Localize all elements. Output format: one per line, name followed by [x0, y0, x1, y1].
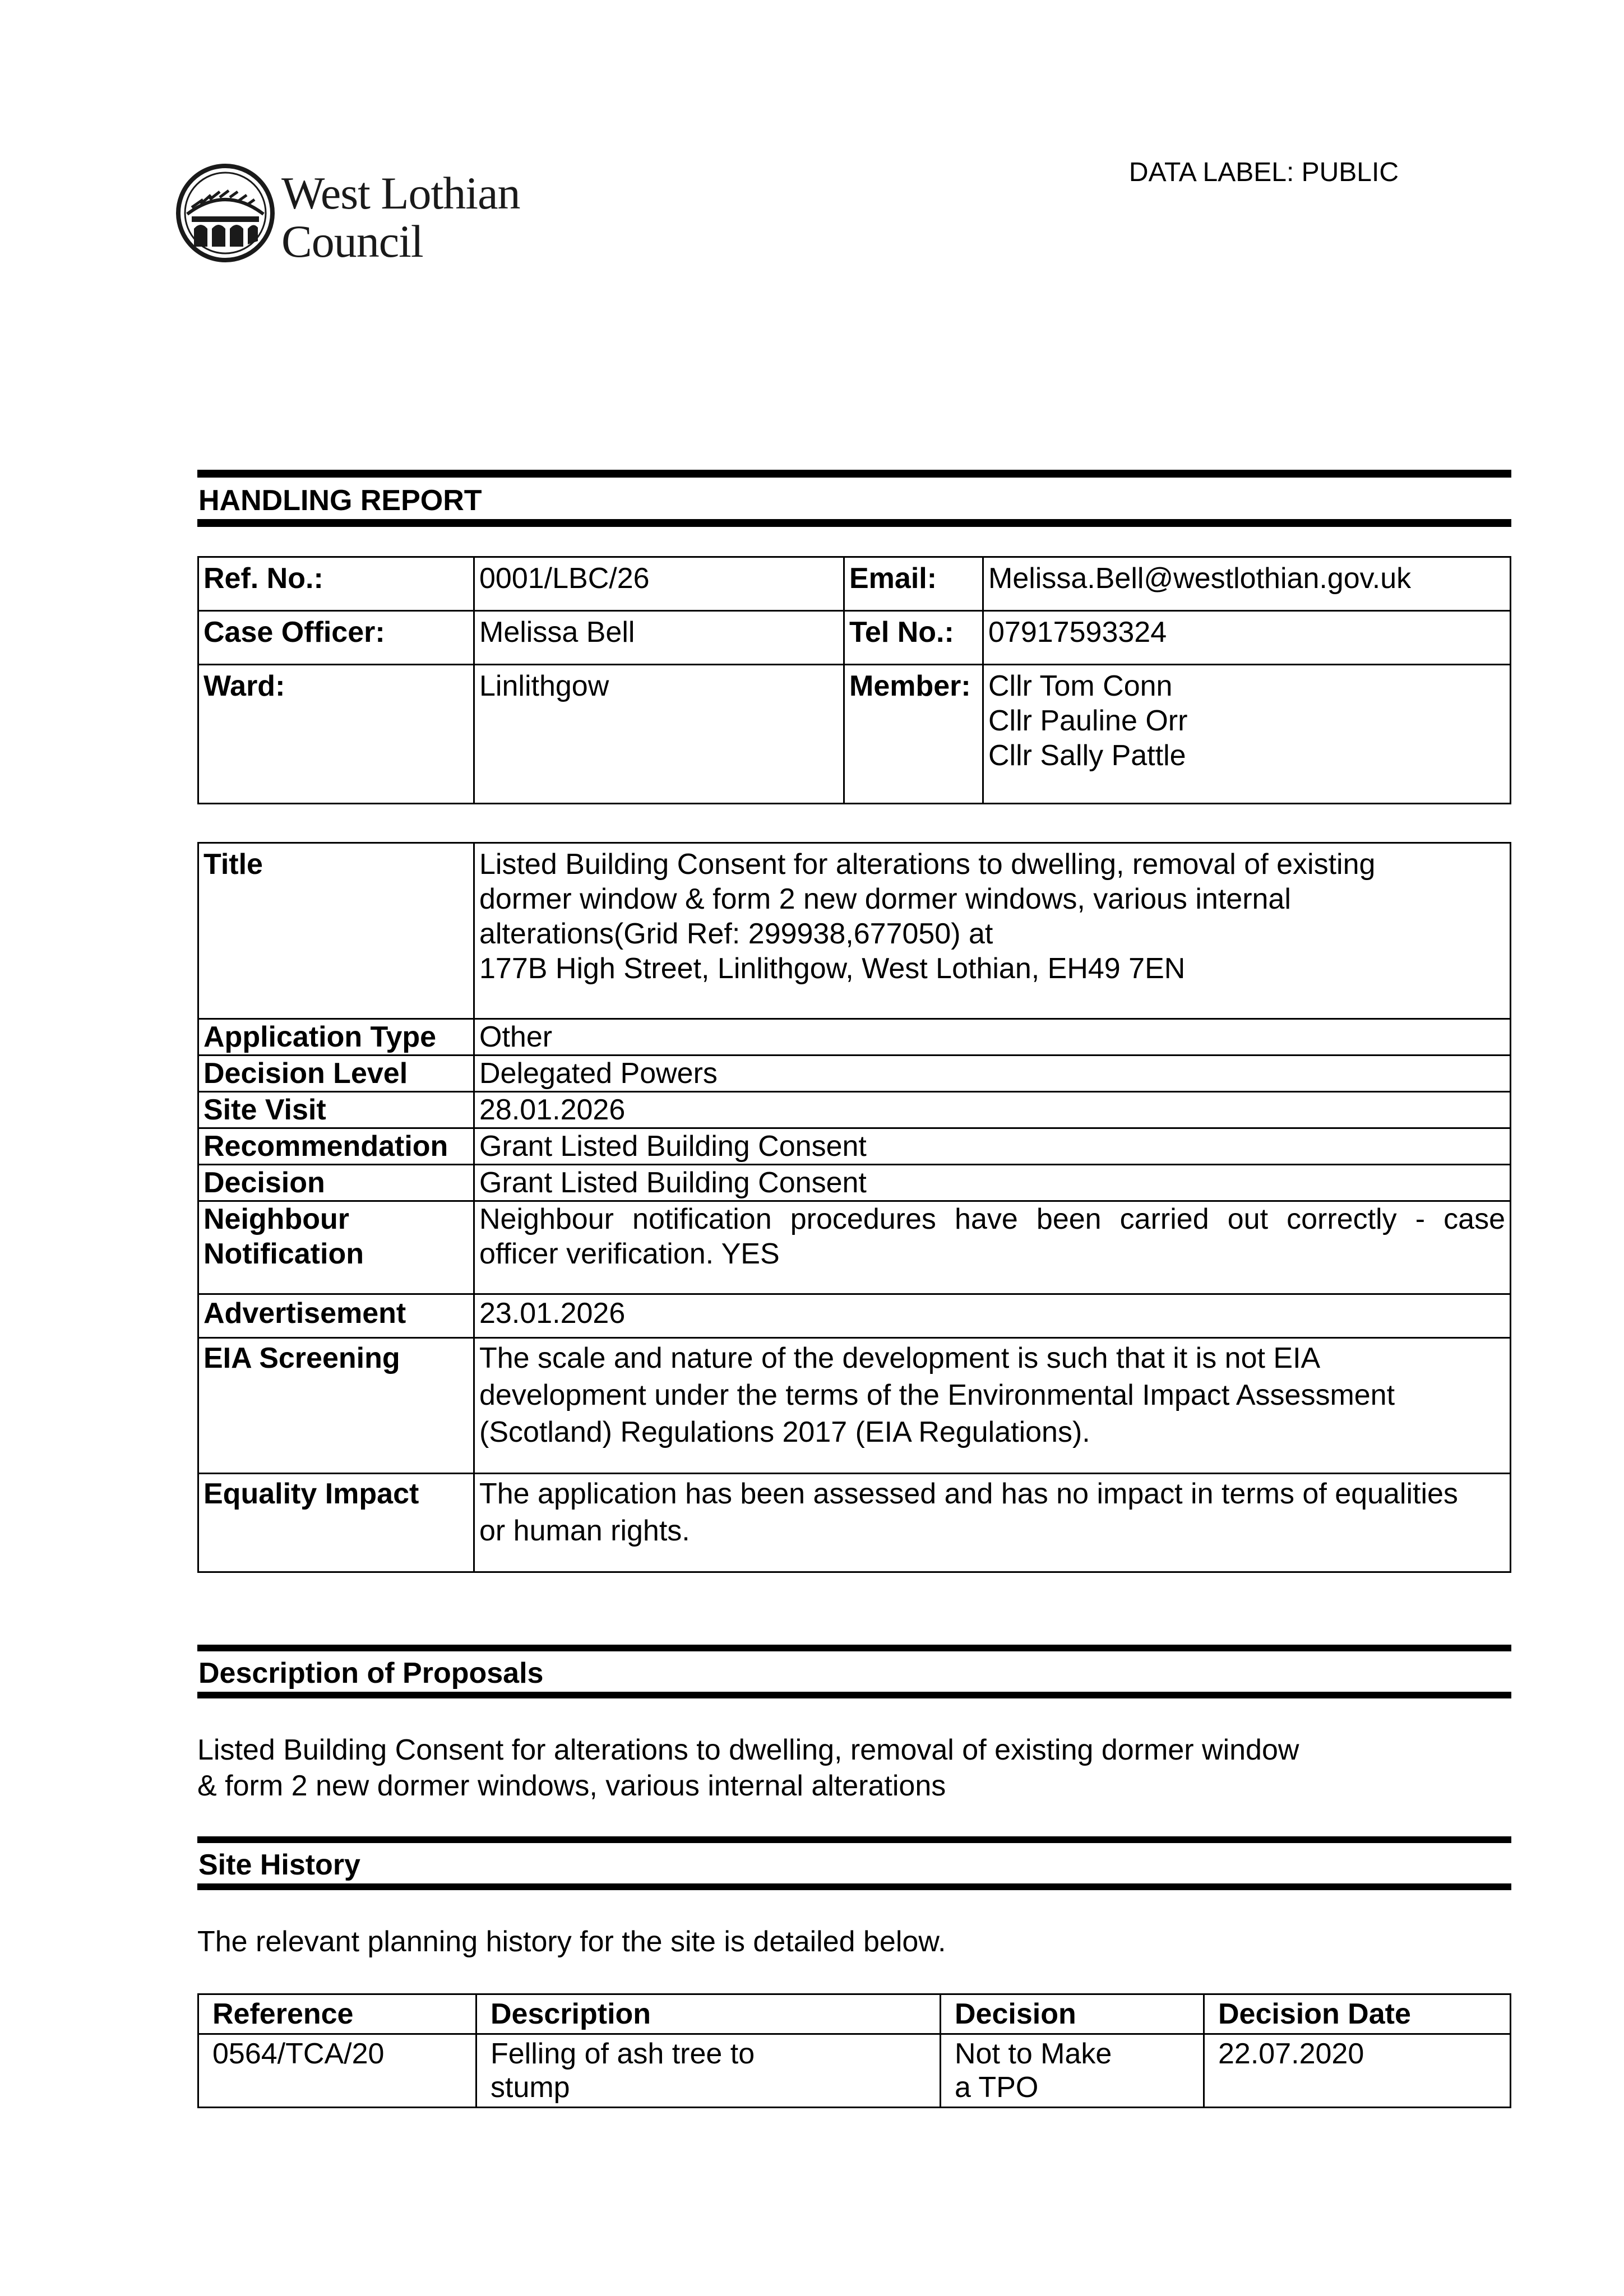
eia-line: The scale and nature of the development is such that it is not EIA: [479, 1342, 1321, 1374]
logo-line-1: West Lothian: [281, 168, 520, 219]
report-heading: [197, 470, 1511, 527]
title-value: [474, 843, 1511, 1019]
advert-label: Advertisement: [198, 1294, 474, 1338]
column-header: Decision: [941, 1994, 1204, 2034]
email-value: Melissa.Bell@westlothian.gov.uk: [983, 557, 1511, 611]
decision-level-label: Decision Level: [198, 1056, 474, 1092]
proposals-line: Listed Building Consent for alterations to dwelling, removal of existing dormer window: [197, 1734, 1299, 1766]
history-date: 22.07.2020: [1204, 2034, 1511, 2108]
member-label: Member:: [844, 665, 983, 804]
title-label: Title: [198, 843, 474, 1019]
divider: [197, 1883, 1511, 1890]
site-visit-value: 28.01.2026: [474, 1092, 1511, 1128]
equality-line: The application has been assessed and has no impact in terms of equalities: [479, 1478, 1458, 1510]
title-line: dormer window & form 2 new dormer windows, various internal: [479, 883, 1291, 915]
table-row: [198, 2034, 1511, 2108]
advert-value: 23.01.2026: [474, 1294, 1511, 1338]
history-title: Site History: [198, 1849, 360, 1881]
officer-label: Case Officer:: [198, 611, 474, 665]
member-list: [983, 665, 1511, 804]
history-intro: The relevant planning history for the site is detailed below.: [197, 1925, 946, 1958]
column-header: Reference: [198, 1994, 476, 2034]
title-line: 177B High Street, Linlithgow, West Lothian, EH49 7EN: [479, 952, 1186, 985]
eia-value: [474, 1338, 1511, 1474]
equality-line: or human rights.: [479, 1515, 690, 1547]
eia-line: development under the terms of the Environmental Impact Assessment: [479, 1379, 1395, 1411]
column-header: Decision Date: [1204, 1994, 1511, 2034]
app-type-value: Other: [474, 1019, 1511, 1056]
eia-label: EIA Screening: [198, 1338, 474, 1474]
report-title: HANDLING REPORT: [198, 484, 482, 517]
data-label: DATA LABEL: PUBLIC: [1128, 158, 1399, 187]
council-logo: [175, 161, 556, 268]
neighbour-label-line: Neighbour: [203, 1203, 349, 1235]
history-description: [476, 2034, 941, 2108]
history-description-line: Felling of ash tree to: [491, 2038, 755, 2070]
neighbour-line: officer verification. YES: [479, 1238, 780, 1270]
divider: [197, 470, 1511, 478]
member-name: Cllr Sally Pattle: [988, 739, 1186, 772]
app-type-label: Application Type: [198, 1019, 474, 1056]
officer-value: Melissa Bell: [474, 611, 844, 665]
proposals-title: Description of Proposals: [198, 1657, 544, 1689]
neighbour-label: [198, 1201, 474, 1294]
proposals-heading: [197, 1645, 1511, 1698]
decision-label: Decision: [198, 1165, 474, 1201]
history-reference: 0564/TCA/20: [198, 2034, 476, 2108]
council-crest-icon: [175, 163, 276, 263]
recommendation-value: Grant Listed Building Consent: [474, 1128, 1511, 1165]
recommendation-label: Recommendation: [198, 1128, 474, 1165]
divider: [197, 1645, 1511, 1651]
tel-label: Tel No.:: [844, 611, 983, 665]
tel-value: 07917593324: [983, 611, 1511, 665]
logo-line-2: Council: [281, 216, 423, 267]
neighbour-line: Neighbour notification procedures have been carried out correctly - case: [479, 1203, 1505, 1235]
member-name: Cllr Tom Conn: [988, 670, 1173, 702]
history-decision: [941, 2034, 1204, 2108]
member-name: Cllr Pauline Orr: [988, 705, 1188, 737]
email-label: Email:: [844, 557, 983, 611]
equality-label: Equality Impact: [198, 1474, 474, 1572]
ref-value: 0001/LBC/26: [474, 557, 844, 611]
decision-value: Grant Listed Building Consent: [474, 1165, 1511, 1201]
ward-value: Linlithgow: [474, 665, 844, 804]
column-header: Description: [476, 1994, 941, 2034]
equality-value: [474, 1474, 1511, 1572]
neighbour-label-line: Notification: [203, 1238, 364, 1270]
eia-line: (Scotland) Regulations 2017 (EIA Regulations).: [479, 1416, 1090, 1448]
title-line: Listed Building Consent for alterations to dwelling, removal of existing: [479, 848, 1376, 881]
history-heading: [197, 1836, 1511, 1890]
proposals-line: & form 2 new dormer windows, various internal alterations: [197, 1770, 946, 1802]
history-table: [197, 1993, 1511, 2108]
neighbour-value: [474, 1201, 1511, 1294]
contact-table: [197, 556, 1511, 804]
details-table: [197, 842, 1511, 1573]
decision-level-value: Delegated Powers: [474, 1056, 1511, 1092]
divider: [197, 1836, 1511, 1843]
site-visit-label: Site Visit: [198, 1092, 474, 1128]
ref-label: Ref. No.:: [198, 557, 474, 611]
proposals-text: [197, 1732, 1511, 1804]
history-decision-line: a TPO: [955, 2071, 1039, 2104]
divider: [197, 1692, 1511, 1698]
history-decision-line: Not to Make: [955, 2038, 1112, 2070]
title-line: alterations(Grid Ref: 299938,677050) at: [479, 918, 993, 950]
ward-label: Ward:: [198, 665, 474, 804]
divider: [197, 519, 1511, 527]
history-description-line: stump: [491, 2071, 570, 2104]
